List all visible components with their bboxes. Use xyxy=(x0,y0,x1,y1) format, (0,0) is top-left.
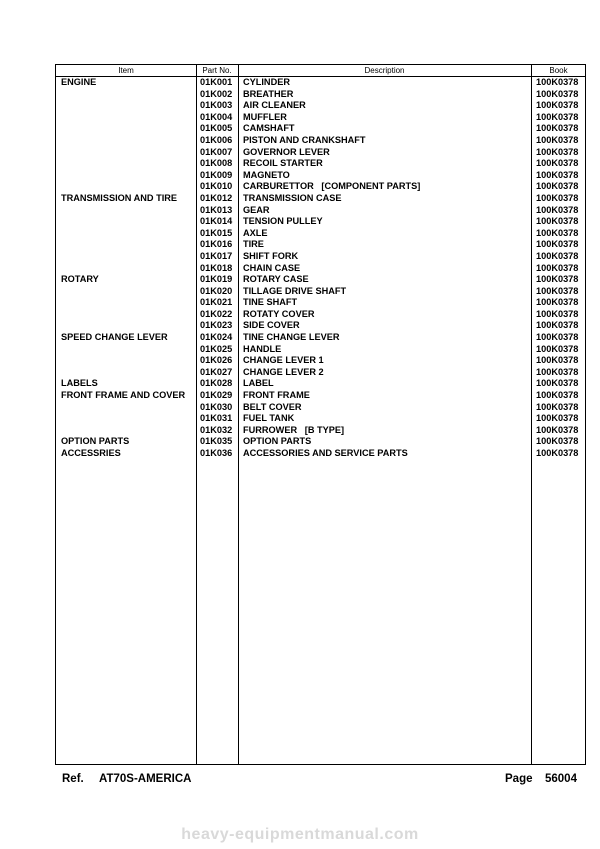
table-row xyxy=(56,297,585,309)
row-part-no: 01K016 xyxy=(200,239,233,250)
row-part-no: 01K026 xyxy=(200,355,233,366)
row-part-no: 01K010 xyxy=(200,181,233,192)
table-row xyxy=(56,205,585,217)
row-part-no: 01K031 xyxy=(200,413,233,424)
row-description: MUFFLER xyxy=(243,111,287,122)
row-part-no: 01K006 xyxy=(200,134,233,145)
row-part-no: 01K024 xyxy=(200,332,233,343)
row-part-no: 01K015 xyxy=(200,227,233,238)
row-description: FURROWER [B TYPE] xyxy=(243,424,345,435)
row-part-no: 01K030 xyxy=(200,401,233,412)
table-row xyxy=(56,239,585,251)
row-description: CAMSHAFT xyxy=(243,123,295,134)
row-description: TENSION PULLEY xyxy=(243,216,323,227)
row-part-no: 01K013 xyxy=(200,204,233,215)
row-book: 100K0378 xyxy=(536,436,579,447)
page-number: 56004 xyxy=(545,773,577,785)
row-description: TRANSMISSION CASE xyxy=(243,192,342,203)
table-header xyxy=(56,65,585,77)
row-description: TIRE xyxy=(243,239,264,250)
row-part-no: 01K018 xyxy=(200,262,233,273)
row-part-no: 01K019 xyxy=(200,274,233,285)
table-row xyxy=(56,89,585,101)
table-row xyxy=(56,147,585,159)
table-row xyxy=(56,135,585,147)
row-book: 100K0378 xyxy=(536,216,579,227)
row-book: 100K0378 xyxy=(536,88,579,99)
table-row xyxy=(56,320,585,332)
row-description: PISTON AND CRANKSHAFT xyxy=(243,134,366,145)
row-part-no: 01K009 xyxy=(200,169,233,180)
row-description: TILLAGE DRIVE SHAFT xyxy=(243,285,347,296)
row-item: TRANSMISSION AND TIRE xyxy=(61,192,178,203)
row-book: 100K0378 xyxy=(536,448,579,458)
page-footer xyxy=(55,771,586,787)
table-row xyxy=(56,170,585,182)
row-description: CHAIN CASE xyxy=(243,262,301,273)
row-description: AXLE xyxy=(243,227,268,238)
row-book: 100K0378 xyxy=(536,274,579,285)
row-part-no: 01K025 xyxy=(200,343,233,354)
row-item: ENGINE xyxy=(61,77,97,87)
row-part-no: 01K017 xyxy=(200,250,233,261)
table-row xyxy=(56,332,585,344)
row-book: 100K0378 xyxy=(536,169,579,180)
row-part-no: 01K029 xyxy=(200,390,233,401)
row-book: 100K0378 xyxy=(536,343,579,354)
row-part-no: 01K008 xyxy=(200,158,233,169)
row-book: 100K0378 xyxy=(536,366,579,377)
row-item: ACCESSRIES xyxy=(61,448,121,458)
table-row xyxy=(56,378,585,390)
row-book: 100K0378 xyxy=(536,227,579,238)
row-book: 100K0378 xyxy=(536,308,579,319)
header-item: Item xyxy=(118,66,134,75)
table-body xyxy=(56,77,585,460)
table-row xyxy=(56,309,585,321)
table-row xyxy=(56,158,585,170)
row-part-no: 01K007 xyxy=(200,146,233,157)
table-row xyxy=(56,425,585,437)
row-book: 100K0378 xyxy=(536,378,579,389)
row-description: SIDE COVER xyxy=(243,320,300,331)
row-description: GEAR xyxy=(243,204,270,215)
table-row xyxy=(56,263,585,275)
table-row xyxy=(56,355,585,367)
table-row xyxy=(56,193,585,205)
row-part-no: 01K027 xyxy=(200,366,233,377)
table-row xyxy=(56,344,585,356)
row-description: HANDLE xyxy=(243,343,282,354)
table-row xyxy=(56,274,585,286)
header-description: Description xyxy=(364,66,405,75)
row-book: 100K0378 xyxy=(536,239,579,250)
row-item: FRONT FRAME AND COVER xyxy=(61,390,186,401)
watermark: heavy-equipmentmanual.com xyxy=(181,826,419,843)
row-description: AIR CLEANER xyxy=(243,100,306,111)
table-row xyxy=(56,100,585,112)
row-description: GOVERNOR LEVER xyxy=(243,146,330,157)
table-row xyxy=(56,112,585,124)
row-description: MAGNETO xyxy=(243,169,290,180)
table-row xyxy=(56,251,585,263)
table-row xyxy=(56,390,585,402)
row-description: CHANGE LEVER 2 xyxy=(243,366,324,377)
table-row xyxy=(56,286,585,298)
row-book: 100K0378 xyxy=(536,77,579,87)
row-book: 100K0378 xyxy=(536,413,579,424)
header-part-no: Part No. xyxy=(202,66,232,75)
page-label: Page xyxy=(505,773,533,785)
row-book: 100K0378 xyxy=(536,192,579,203)
row-description: ROTARY CASE xyxy=(243,274,309,285)
row-part-no: 01K020 xyxy=(200,285,233,296)
row-book: 100K0378 xyxy=(536,146,579,157)
row-description: FRONT FRAME xyxy=(243,390,310,401)
row-part-no: 01K036 xyxy=(200,448,233,458)
row-description: RECOIL STARTER xyxy=(243,158,323,169)
row-book: 100K0378 xyxy=(536,424,579,435)
row-book: 100K0378 xyxy=(536,123,579,134)
row-part-no: 01K014 xyxy=(200,216,233,227)
row-book: 100K0378 xyxy=(536,100,579,111)
table-row xyxy=(56,181,585,193)
row-book: 100K0378 xyxy=(536,355,579,366)
table-row xyxy=(56,123,585,135)
row-book: 100K0378 xyxy=(536,181,579,192)
row-part-no: 01K004 xyxy=(200,111,233,122)
table-row xyxy=(56,216,585,228)
row-book: 100K0378 xyxy=(536,262,579,273)
row-description: TINE CHANGE LEVER xyxy=(243,332,340,343)
table-row xyxy=(56,367,585,379)
row-part-no: 01K002 xyxy=(200,88,233,99)
row-part-no: 01K005 xyxy=(200,123,233,134)
row-description: OPTION PARTS xyxy=(243,436,312,447)
table-row xyxy=(56,402,585,414)
ref-label: Ref. xyxy=(62,773,84,785)
row-item: SPEED CHANGE LEVER xyxy=(61,332,168,343)
row-part-no: 01K032 xyxy=(200,424,233,435)
row-book: 100K0378 xyxy=(536,401,579,412)
row-description: SHIFT FORK xyxy=(243,250,299,261)
row-description: BELT COVER xyxy=(243,401,302,412)
row-description: FUEL TANK xyxy=(243,413,295,424)
table-row xyxy=(56,77,585,89)
row-item: OPTION PARTS xyxy=(61,436,130,447)
table-row xyxy=(56,448,585,460)
row-description: LABEL xyxy=(243,378,274,389)
model-name: AT70S-AMERICA xyxy=(99,773,192,785)
row-description: ROTATY COVER xyxy=(243,308,315,319)
table-row xyxy=(56,228,585,240)
row-book: 100K0378 xyxy=(536,134,579,145)
row-book: 100K0378 xyxy=(536,111,579,122)
row-item: ROTARY xyxy=(61,274,99,285)
row-part-no: 01K028 xyxy=(200,378,233,389)
row-description: CYLINDER xyxy=(243,77,290,87)
table-row xyxy=(56,436,585,448)
row-book: 100K0378 xyxy=(536,320,579,331)
row-book: 100K0378 xyxy=(536,332,579,343)
row-book: 100K0378 xyxy=(536,297,579,308)
table-row xyxy=(56,413,585,425)
row-part-no: 01K003 xyxy=(200,100,233,111)
row-part-no: 01K001 xyxy=(200,77,233,87)
row-book: 100K0378 xyxy=(536,250,579,261)
row-part-no: 01K022 xyxy=(200,308,233,319)
row-description: TINE SHAFT xyxy=(243,297,298,308)
row-book: 100K0378 xyxy=(536,204,579,215)
row-part-no: 01K023 xyxy=(200,320,233,331)
row-book: 100K0378 xyxy=(536,158,579,169)
row-part-no: 01K035 xyxy=(200,436,233,447)
row-item: LABELS xyxy=(61,378,98,389)
row-description: BREATHER xyxy=(243,88,294,99)
row-book: 100K0378 xyxy=(536,285,579,296)
header-book: Book xyxy=(549,66,568,75)
row-description: ACCESSORIES AND SERVICE PARTS xyxy=(243,448,408,458)
row-part-no: 01K012 xyxy=(200,192,233,203)
parts-index-table xyxy=(55,64,586,765)
row-book: 100K0378 xyxy=(536,390,579,401)
row-part-no: 01K021 xyxy=(200,297,233,308)
row-description: CHANGE LEVER 1 xyxy=(243,355,324,366)
row-description: CARBURETTOR [COMPONENT PARTS] xyxy=(243,181,421,192)
